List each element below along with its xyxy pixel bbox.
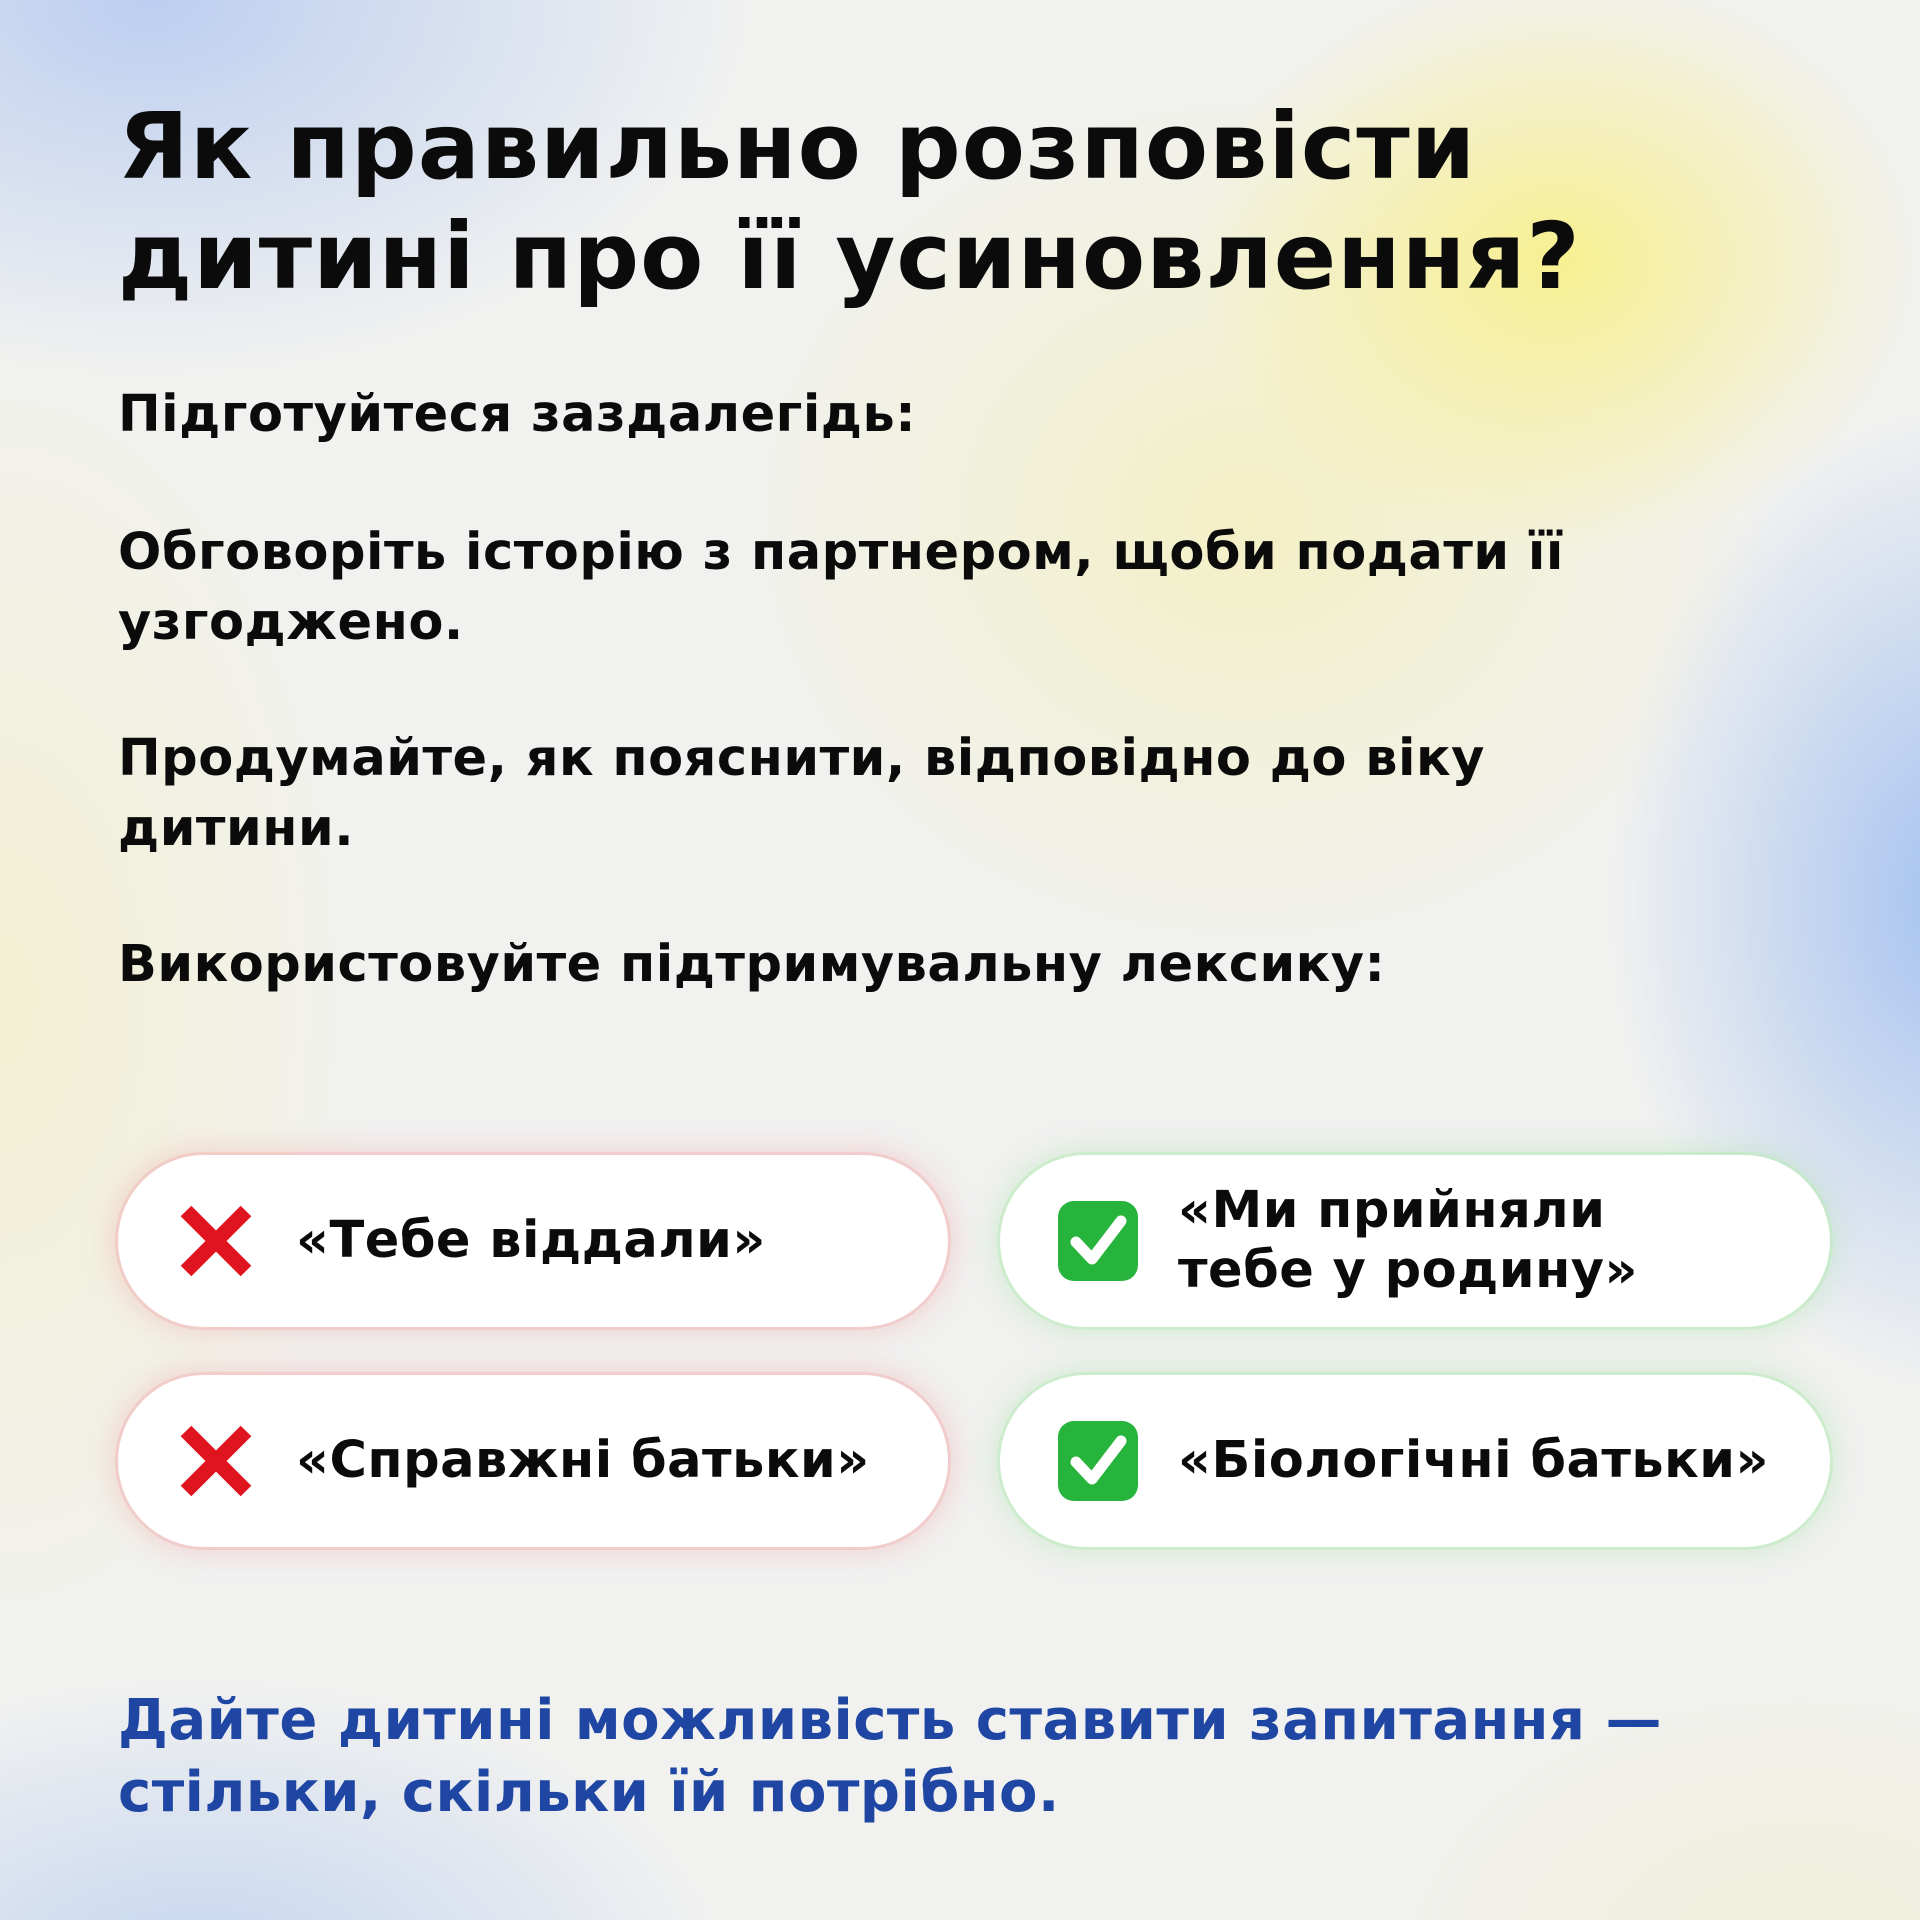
explain-line-1: Продумайте, як пояснити, відповідно до віку	[118, 729, 1485, 788]
page-title	[118, 92, 1818, 312]
footer-line-2: стільки, скільки їй потрібно.	[118, 1760, 1060, 1825]
title-line-1: Як правильно розповісти	[118, 93, 1477, 200]
discuss-paragraph	[118, 518, 1818, 658]
phrase-card-good-accepted	[1000, 1155, 1830, 1327]
vocabulary-heading: Використовуйте підтримувальну лексику:	[118, 935, 1386, 994]
prepare-heading: Підготуйтеся заздалегідь:	[118, 385, 917, 444]
explain-line-2: дитини.	[118, 799, 355, 858]
footer-line-1: Дайте дитині можливість ставити запитання —	[118, 1688, 1662, 1753]
red-cross-icon	[174, 1199, 258, 1283]
phrase-text: «Біологічні батьки»	[1178, 1431, 1769, 1490]
phrase-text: «Тебе віддали»	[296, 1211, 766, 1270]
explain-paragraph	[118, 724, 1818, 864]
phrase-line-1: «Ми прийняли	[1178, 1181, 1606, 1240]
green-check-icon	[1056, 1419, 1140, 1503]
discuss-line-1: Обговоріть історію з партнером, щоби подати її	[118, 523, 1564, 582]
discuss-line-2: узгоджено.	[118, 593, 464, 652]
green-check-icon	[1056, 1199, 1140, 1283]
phrase-text: «Справжні батьки»	[296, 1431, 870, 1490]
phrase-line-2: тебе у родину»	[1178, 1241, 1638, 1300]
footer-note	[118, 1685, 1818, 1829]
phrase-card-good-biological-parents	[1000, 1375, 1830, 1547]
red-cross-icon	[174, 1419, 258, 1503]
phrase-card-bad-real-parents	[118, 1375, 948, 1547]
phrase-card-bad-given-away	[118, 1155, 948, 1327]
phrase-text	[1178, 1181, 1638, 1301]
title-line-2: дитині про її усиновлення?	[118, 203, 1581, 310]
